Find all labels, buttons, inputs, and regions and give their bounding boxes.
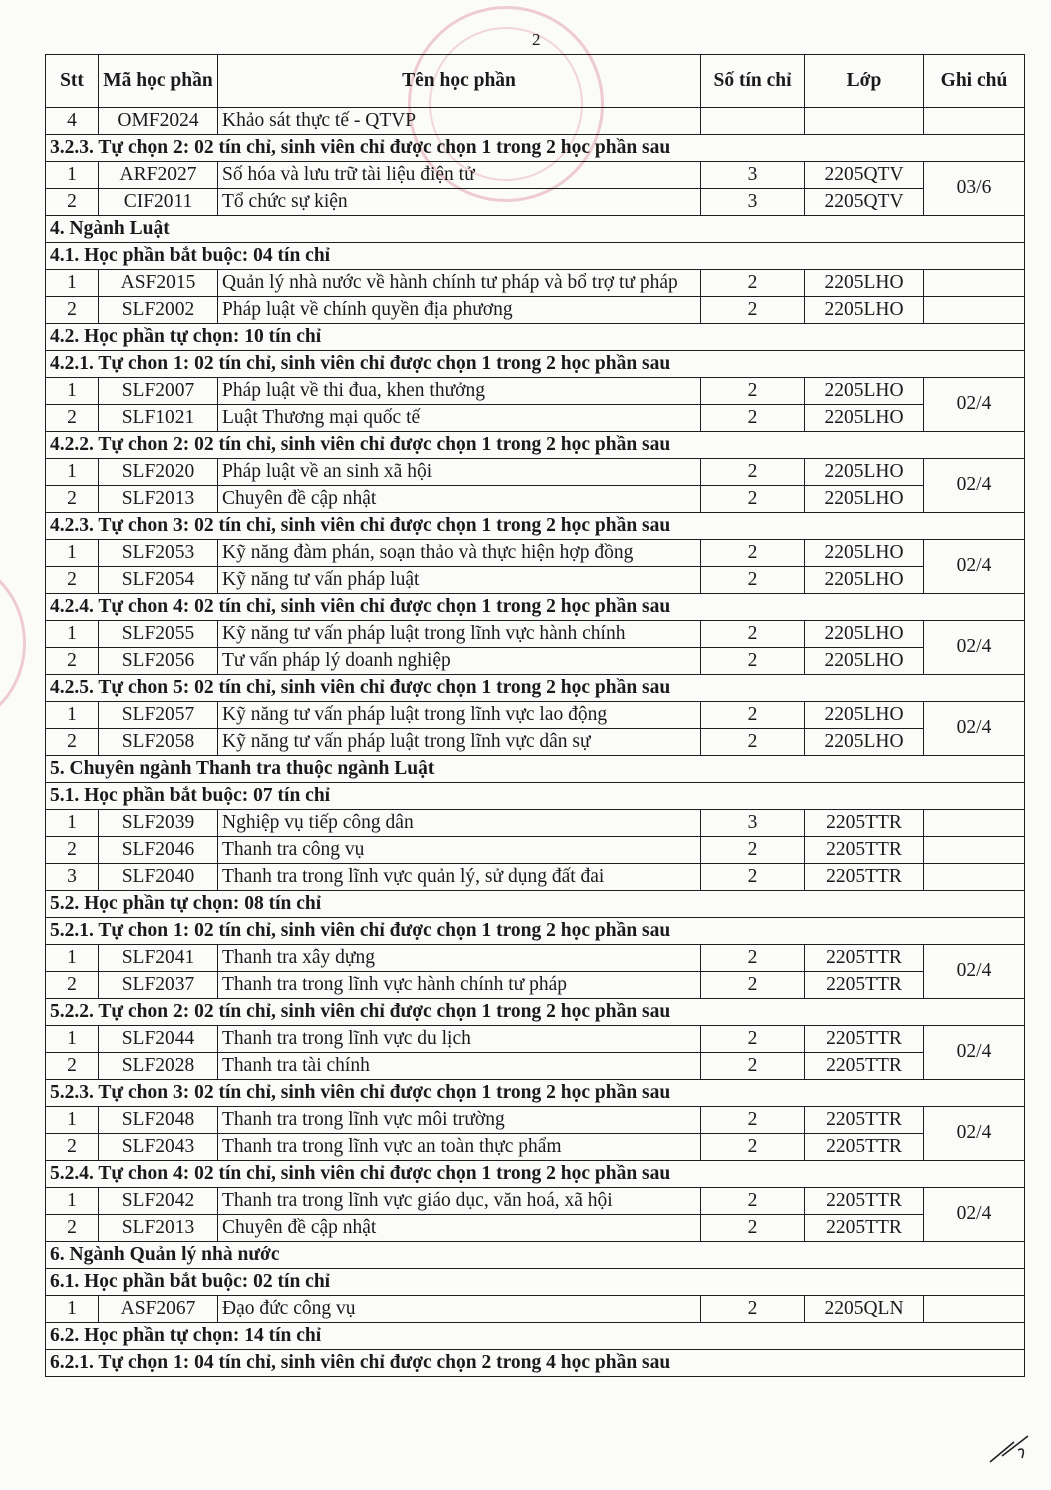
cell-class: 2205TTR: [805, 837, 924, 864]
section-heading-row: [46, 756, 1025, 783]
cell-class: 2205LHO: [805, 702, 924, 729]
cell-course-name: Thanh tra trong lĩnh vực du lịch: [218, 1026, 701, 1053]
cell-class: 2205LHO: [805, 459, 924, 486]
cell-course-name: Thanh tra trong lĩnh vực hành chính tư pháp: [218, 972, 701, 999]
cell-course-code: SLF2028: [99, 1053, 218, 1080]
cell-class: 2205TTR: [805, 945, 924, 972]
section-heading-row: [46, 1080, 1025, 1107]
cell-stt: 2: [46, 972, 99, 999]
cell-course-code: SLF2056: [99, 648, 218, 675]
cell-stt: 1: [46, 702, 99, 729]
section-heading: 4.2.2. Tự chon 2: 02 tín chỉ, sinh viên chỉ được chọn 1 trong 2 học phần sau: [46, 432, 1025, 459]
cell-course-code: SLF2044: [99, 1026, 218, 1053]
cell-credits: 2: [701, 486, 805, 513]
cell-credits: 2: [701, 567, 805, 594]
table-row: [46, 1134, 1025, 1161]
table-row: [46, 1296, 1025, 1323]
cell-course-name: Thanh tra xây dựng: [218, 945, 701, 972]
cell-class: 2205QTV: [805, 162, 924, 189]
section-heading: 6.2.1. Tự chọn 1: 04 tín chỉ, sinh viên chỉ được chọn 2 trong 4 học phần sau: [46, 1350, 1025, 1377]
cell-course-code: CIF2011: [99, 189, 218, 216]
cell-class: 2205LHO: [805, 378, 924, 405]
cell-stt: 1: [46, 270, 99, 297]
cell-course-name: Thanh tra trong lĩnh vực môi trường: [218, 1107, 701, 1134]
cell-course-name: Thanh tra trong lĩnh vực giáo dục, văn hoá, xã hội: [218, 1188, 701, 1215]
cell-credits: 2: [701, 1188, 805, 1215]
cell-stt: 3: [46, 864, 99, 891]
section-heading: 4.2.4. Tự chon 4: 02 tín chỉ, sinh viên chỉ được chọn 1 trong 2 học phần sau: [46, 594, 1025, 621]
table-row: [46, 702, 1025, 729]
cell-course-code: SLF2013: [99, 486, 218, 513]
cell-credits: 2: [701, 405, 805, 432]
cell-stt: 1: [46, 1107, 99, 1134]
cell-course-code: SLF2043: [99, 1134, 218, 1161]
cell-stt: 2: [46, 189, 99, 216]
section-heading-row: [46, 1350, 1025, 1377]
cell-course-code: SLF2039: [99, 810, 218, 837]
cell-credits: 2: [701, 378, 805, 405]
cell-course-name: Kỹ năng đàm phán, soạn thảo và thực hiện hợp đồng: [218, 540, 701, 567]
header-stt: Stt: [46, 55, 99, 108]
cell-course-code: SLF2054: [99, 567, 218, 594]
cell-stt: 1: [46, 1026, 99, 1053]
cell-stt: 2: [46, 729, 99, 756]
cell-class: 2205LHO: [805, 621, 924, 648]
section-heading-row: [46, 135, 1025, 162]
table-body: [46, 108, 1025, 1377]
section-heading: 3.2.3. Tự chọn 2: 02 tín chỉ, sinh viên chỉ được chọn 1 trong 2 học phần sau: [46, 135, 1025, 162]
cell-class: 2205TTR: [805, 972, 924, 999]
cell-credits: 2: [701, 270, 805, 297]
cell-note: 02/4: [924, 702, 1025, 756]
section-heading: 4.2.5. Tự chon 5: 02 tín chỉ, sinh viên chỉ được chọn 1 trong 2 học phần sau: [46, 675, 1025, 702]
table-row: [46, 837, 1025, 864]
table-row: [46, 162, 1025, 189]
cell-class: [805, 108, 924, 135]
table-row: [46, 189, 1025, 216]
cell-stt: 1: [46, 540, 99, 567]
cell-class: 2205LHO: [805, 540, 924, 567]
cell-credits: 2: [701, 702, 805, 729]
cell-note: 02/4: [924, 1188, 1025, 1242]
cell-class: 2205TTR: [805, 1107, 924, 1134]
table-row: [46, 864, 1025, 891]
section-heading: 5.2. Học phần tự chọn: 08 tín chỉ: [46, 891, 1025, 918]
section-heading-row: [46, 324, 1025, 351]
cell-stt: 1: [46, 378, 99, 405]
cell-note: 02/4: [924, 945, 1025, 999]
cell-note: 03/6: [924, 162, 1025, 216]
section-heading-row: [46, 351, 1025, 378]
table-header-row: [46, 55, 1025, 108]
cell-credits: 2: [701, 864, 805, 891]
cell-course-name: Tư vấn pháp lý doanh nghiệp: [218, 648, 701, 675]
section-heading: 4.2.1. Tự chon 1: 02 tín chỉ, sinh viên chỉ được chọn 1 trong 2 học phần sau: [46, 351, 1025, 378]
cell-credits: 2: [701, 1215, 805, 1242]
cell-stt: 2: [46, 486, 99, 513]
cell-credits: 3: [701, 810, 805, 837]
cell-credits: 2: [701, 945, 805, 972]
cell-note: [924, 837, 1025, 864]
cell-course-name: Tổ chức sự kiện: [218, 189, 701, 216]
section-heading: 5.2.1. Tự chon 1: 02 tín chỉ, sinh viên chỉ được chọn 1 trong 2 học phần sau: [46, 918, 1025, 945]
cell-stt: 1: [46, 810, 99, 837]
cell-course-name: Nghiệp vụ tiếp công dân: [218, 810, 701, 837]
section-heading: 6. Ngành Quản lý nhà nước: [46, 1242, 1025, 1269]
section-heading: 4.2. Học phần tự chọn: 10 tín chỉ: [46, 324, 1025, 351]
cell-stt: 2: [46, 567, 99, 594]
course-table: [45, 54, 1025, 1377]
cell-note: 02/4: [924, 378, 1025, 432]
cell-credits: 2: [701, 648, 805, 675]
cell-note: [924, 810, 1025, 837]
cell-class: 2205LHO: [805, 648, 924, 675]
cell-credits: 2: [701, 972, 805, 999]
cell-course-code: OMF2024: [99, 108, 218, 135]
section-heading: 4.2.3. Tự chon 3: 02 tín chỉ, sinh viên chỉ được chọn 1 trong 2 học phần sau: [46, 513, 1025, 540]
cell-stt: 2: [46, 648, 99, 675]
table-row: [46, 486, 1025, 513]
section-heading-row: [46, 216, 1025, 243]
cell-course-code: SLF2020: [99, 459, 218, 486]
cell-class: 2205LHO: [805, 270, 924, 297]
cell-stt: 2: [46, 297, 99, 324]
table-row: [46, 972, 1025, 999]
table-row: [46, 459, 1025, 486]
cell-stt: 1: [46, 162, 99, 189]
page-number: 2: [532, 30, 541, 49]
cell-credits: 2: [701, 540, 805, 567]
section-heading-row: [46, 1269, 1025, 1296]
cell-course-code: SLF2046: [99, 837, 218, 864]
section-heading: 5.2.2. Tự chon 2: 02 tín chỉ, sinh viên chỉ được chọn 1 trong 2 học phần sau: [46, 999, 1025, 1026]
cell-class: 2205QTV: [805, 189, 924, 216]
cell-credits: 3: [701, 162, 805, 189]
section-heading-row: [46, 1323, 1025, 1350]
cell-credits: 2: [701, 1026, 805, 1053]
cell-course-name: Chuyên đề cập nhật: [218, 1215, 701, 1242]
cell-stt: 1: [46, 945, 99, 972]
cell-note: [924, 297, 1025, 324]
cell-course-name: Số hóa và lưu trữ tài liệu điện tử: [218, 162, 701, 189]
cell-stt: 2: [46, 1134, 99, 1161]
cell-note: 02/4: [924, 621, 1025, 675]
cell-note: [924, 270, 1025, 297]
cell-course-code: SLF2013: [99, 1215, 218, 1242]
table-row: [46, 1026, 1025, 1053]
cell-class: 2205LHO: [805, 729, 924, 756]
cell-course-code: ASF2015: [99, 270, 218, 297]
table-row: [46, 270, 1025, 297]
cell-class: 2205QLN: [805, 1296, 924, 1323]
cell-credits: [701, 108, 805, 135]
section-heading-row: [46, 1161, 1025, 1188]
cell-stt: 2: [46, 405, 99, 432]
section-heading: 4.1. Học phần bắt buộc: 04 tín chỉ: [46, 243, 1025, 270]
section-heading: 4. Ngành Luật: [46, 216, 1025, 243]
section-heading-row: [46, 432, 1025, 459]
table-row: [46, 1188, 1025, 1215]
cell-class: 2205TTR: [805, 1026, 924, 1053]
cell-note: [924, 864, 1025, 891]
cell-course-name: Kỹ năng tư vấn pháp luật trong lĩnh vực dân sự: [218, 729, 701, 756]
cell-course-name: Kỹ năng tư vấn pháp luật trong lĩnh vực hành chính: [218, 621, 701, 648]
cell-class: 2205TTR: [805, 864, 924, 891]
cell-note: 02/4: [924, 1107, 1025, 1161]
table-row: [46, 567, 1025, 594]
cell-course-name: Kỹ năng tư vấn pháp luật: [218, 567, 701, 594]
cell-course-name: Pháp luật về an sinh xã hội: [218, 459, 701, 486]
cell-credits: 2: [701, 297, 805, 324]
header-credits: Số tín chỉ: [701, 55, 805, 108]
cell-course-name: Pháp luật về thi đua, khen thưởng: [218, 378, 701, 405]
cell-course-code: ARF2027: [99, 162, 218, 189]
section-heading: 5.2.3. Tự chon 3: 02 tín chỉ, sinh viên chỉ được chọn 1 trong 2 học phần sau: [46, 1080, 1025, 1107]
cell-course-code: SLF2057: [99, 702, 218, 729]
cell-course-name: Thanh tra trong lĩnh vực an toàn thực phẩm: [218, 1134, 701, 1161]
cell-class: 2205TTR: [805, 810, 924, 837]
header-code: Mã học phần: [99, 55, 218, 108]
cell-course-code: SLF2055: [99, 621, 218, 648]
cell-course-code: SLF2002: [99, 297, 218, 324]
cell-credits: 2: [701, 1053, 805, 1080]
cell-course-name: Luật Thương mại quốc tế: [218, 405, 701, 432]
table-row: [46, 945, 1025, 972]
cell-stt: 2: [46, 1053, 99, 1080]
section-heading-row: [46, 999, 1025, 1026]
cell-course-name: Quản lý nhà nước về hành chính tư pháp và bổ trợ tư pháp: [218, 270, 701, 297]
cell-course-code: SLF2041: [99, 945, 218, 972]
cell-course-code: SLF2040: [99, 864, 218, 891]
cell-course-name: Thanh tra công vụ: [218, 837, 701, 864]
cell-course-code: SLF2053: [99, 540, 218, 567]
header-name: Tên học phần: [218, 55, 701, 108]
cell-credits: 3: [701, 189, 805, 216]
cell-class: 2205LHO: [805, 405, 924, 432]
cell-note: [924, 108, 1025, 135]
table-row: [46, 1053, 1025, 1080]
section-heading-row: [46, 1242, 1025, 1269]
cell-course-code: SLF2048: [99, 1107, 218, 1134]
header-class: Lớp: [805, 55, 924, 108]
section-heading: 5.1. Học phần bắt buộc: 07 tín chỉ: [46, 783, 1025, 810]
cell-course-name: Thanh tra tài chính: [218, 1053, 701, 1080]
section-heading: 5. Chuyên ngành Thanh tra thuộc ngành Luật: [46, 756, 1025, 783]
section-heading-row: [46, 243, 1025, 270]
cell-course-name: Pháp luật về chính quyền địa phương: [218, 297, 701, 324]
cell-course-name: Thanh tra trong lĩnh vực quản lý, sử dụng đất đai: [218, 864, 701, 891]
table-row: [46, 1215, 1025, 1242]
section-heading: 5.2.4. Tự chon 4: 02 tín chỉ, sinh viên chỉ được chọn 1 trong 2 học phần sau: [46, 1161, 1025, 1188]
cell-note: 02/4: [924, 459, 1025, 513]
cell-note: [924, 1296, 1025, 1323]
cell-stt: 1: [46, 621, 99, 648]
cell-class: 2205LHO: [805, 297, 924, 324]
cell-credits: 2: [701, 459, 805, 486]
table-row: [46, 648, 1025, 675]
cell-class: 2205TTR: [805, 1215, 924, 1242]
cell-course-code: SLF2037: [99, 972, 218, 999]
section-heading-row: [46, 918, 1025, 945]
cell-credits: 2: [701, 1296, 805, 1323]
cell-course-code: SLF2007: [99, 378, 218, 405]
section-heading: 6.1. Học phần bắt buộc: 02 tín chỉ: [46, 1269, 1025, 1296]
section-heading-row: [46, 783, 1025, 810]
section-heading-row: [46, 513, 1025, 540]
table-row: [46, 621, 1025, 648]
cell-course-name: Kỹ năng tư vấn pháp luật trong lĩnh vực lao động: [218, 702, 701, 729]
cell-stt: 2: [46, 837, 99, 864]
cell-course-code: SLF1021: [99, 405, 218, 432]
header-note: Ghi chú: [924, 55, 1025, 108]
cell-note: 02/4: [924, 540, 1025, 594]
section-heading: 6.2. Học phần tự chọn: 14 tín chỉ: [46, 1323, 1025, 1350]
signature-mark: [988, 1432, 1038, 1466]
cell-class: 2205LHO: [805, 486, 924, 513]
cell-course-name: Khảo sát thực tế - QTVP: [218, 108, 701, 135]
cell-credits: 2: [701, 1134, 805, 1161]
side-seal-stamp: [0, 560, 26, 726]
cell-course-name: Chuyên đề cập nhật: [218, 486, 701, 513]
cell-class: 2205LHO: [805, 567, 924, 594]
table-row: [46, 729, 1025, 756]
cell-credits: 2: [701, 621, 805, 648]
section-heading-row: [46, 594, 1025, 621]
cell-course-code: SLF2058: [99, 729, 218, 756]
table-row: [46, 297, 1025, 324]
cell-stt: 1: [46, 459, 99, 486]
cell-class: 2205TTR: [805, 1188, 924, 1215]
table-row: [46, 1107, 1025, 1134]
table-row: [46, 540, 1025, 567]
cell-credits: 2: [701, 837, 805, 864]
section-heading-row: [46, 675, 1025, 702]
cell-class: 2205TTR: [805, 1134, 924, 1161]
section-heading-row: [46, 891, 1025, 918]
cell-class: 2205TTR: [805, 1053, 924, 1080]
cell-stt: 1: [46, 1188, 99, 1215]
cell-course-name: Đạo đức công vụ: [218, 1296, 701, 1323]
cell-credits: 2: [701, 1107, 805, 1134]
table-row: [46, 405, 1025, 432]
cell-note: 02/4: [924, 1026, 1025, 1080]
cell-stt: 1: [46, 1296, 99, 1323]
cell-credits: 2: [701, 729, 805, 756]
cell-stt: 4: [46, 108, 99, 135]
table-row: [46, 810, 1025, 837]
table-row: [46, 378, 1025, 405]
table-row: [46, 108, 1025, 135]
cell-course-code: SLF2042: [99, 1188, 218, 1215]
cell-stt: 2: [46, 1215, 99, 1242]
cell-course-code: ASF2067: [99, 1296, 218, 1323]
